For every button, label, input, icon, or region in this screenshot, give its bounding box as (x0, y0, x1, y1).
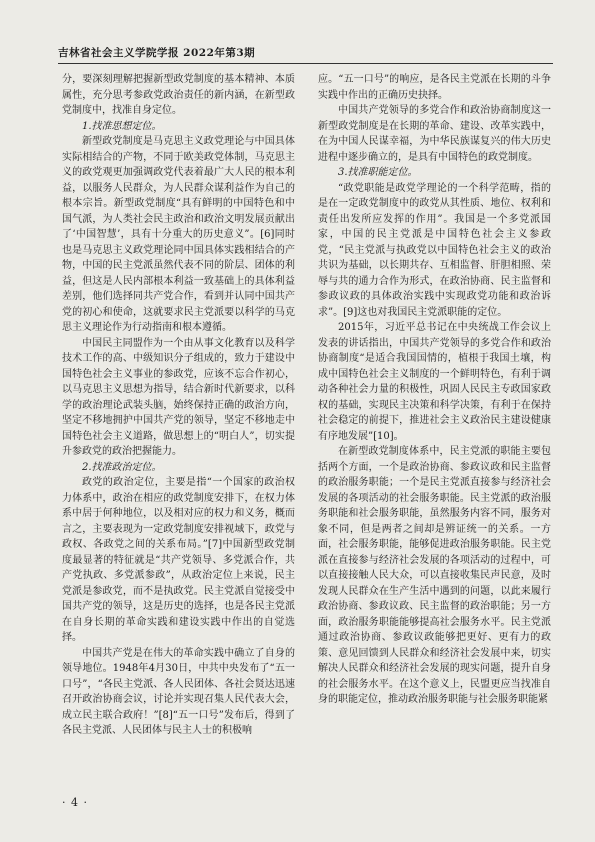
paragraph: 应。“五一口号”的响应，是各民主党派在长期的斗争实践中作出的正确历史抉择。 (318, 74, 551, 101)
section-heading: 3.找准职能定位。 (338, 167, 418, 178)
running-head: 吉林省社会主义学院学报 2022年第3期 (58, 47, 256, 59)
paragraph: 中国民主同盟作为一个由从事文化教育以及科学技术工作的高、中级知识分子组成的，致力于建设中国特色社会主义事业的参政党，应该不忘合作初心，以马克思主义思想为指导，结合新时代新要求，以科学的政治理论武装头脑，始终保持正确的政治方向，坚定不移地拥护中国共产党的领导，坚定不移地走中国特色社会主义道路，做思想上的“明白人”，切实提升参政党的政治把握能力。 (62, 337, 295, 457)
paragraph: 新型政党制度是马克思主义政党理论与中国具体实际相结合的产物，不同于欧美政党体制，马克思主义的政党观更加强调政党代表着最广大人民的根本利益，以服务人民群众，为人民群众谋利益作为自己的根本宗旨。新型政党制度“具有鲜明的中国特色和中国气派，为人类社会民主政治和政治文明发展贡献出了‘中国智慧’，具有十分重大的历史意义”。[6]同时也是马克思主义政党理论同中国具体实践相结合的产物，中国的民主党派虽然代表不同的阶层、团体的利益，但这是人民内部根本利益一致基础上的具体利益差别，他们选择同共产党合作，看到并认同中国共产党的初心和使命，这就要求民主党派要以科学的马克思主义理论作为行动指南和根本遵循。 (62, 136, 295, 333)
page-number: · 4 · (62, 796, 88, 809)
paragraph: 政党的政治定位，主要是指“一个国家的政治权力体系中，政治在相应的政党制度安排下，在权力体系中居于何种地位，以及相对应的权力和义务，概而言之，主要表现为一定政党制度安排视域下，政党与政权、各政党之间的关系布局。”[7]中国新型政党制度最显著的特征就是“共产党领导、多党派合作，共产党执政、多党派参政”，从政治定位上来说，民主党派是参政党，而不是执政党。民主党派自觉接受中国共产党的领导，这是历史的选择，也是各民主党派在自身长期的革命实践和建设实践中作出的自觉选择。 (62, 477, 295, 643)
header-rule (58, 63, 553, 64)
paragraph: 中国共产党领导的多党合作和政治协商制度这一新型政党制度是在长期的革命、建设、改革实践中，在为中国人民谋幸福，为中华民族谋复兴的伟大历史进程中逐步确立的，是具有中国特色的政党制度。 (318, 105, 551, 163)
right-column (318, 72, 551, 802)
left-column (62, 72, 295, 802)
paragraph: 中国共产党是在伟大的革命实践中确立了自身的领导地位。1948年4月30日，中共中央发布了“五一口号”，“各民主党派、各人民团体、各社会贤达迅速召开政治协商会议，讨论并实现召集人民代表大会，成立民主联合政府！”[8]“五一口号”发布后，得到了各民主党派、人民团体与民主人士的积极响 (62, 647, 295, 736)
paragraph: “政党职能是政党学理论的一个科学范畴，指的是在一定政党制度中的政党从其性质、地位、权利和责任出发所应发挥的作用”。我国是一个多党派国家，中国的民主党派是中国特色社会主义参政党，“民主党派与执政党以中国特色社会主义的政治共识为基础，以长期共存、互相监督、肝胆相照、荣辱与共的通力合作为形式，在政治协商、民主监督和参政议政的具体政治实践中实现政党功能和政治诉求”。[9]这也对我国民主党派职能的定位。 (318, 182, 551, 318)
paragraph: 在新型政党制度体系中，民主党派的职能主要包括两个方面，一个是政治协商、参政议政和民主监督的政治服务职能；一个是民主党派直接参与经济社会发展的各项活动的社会服务职能。民主党派的政治服务职能和社会服务职能，虽然服务内容不同，服务对象不同，但是两者之间却是辨证统一的关系。一方面，社会服务职能，能够促进政治服务职能。民主党派在直接参与经济社会发展的各项活动的过程中，可以直接接触人民大众，可以直接收集民声民意，及时发现人民群众在生产生活中遇到的问题，以此来履行政治协商、参政议政、民主监督的政治职能；另一方面，政治服务职能能够提高社会服务水平。民主党派通过政治协商、参政议政能够把更好、更有力的政策、意见回馈到人民群众和经济社会发展中来，切实解决人民群众和经济社会发展的现实问题，提升自身的社会服务水平。在这个意义上，民盟更应当找准自身的职能定位，推动政治服务职能与社会服务职能紧 (318, 446, 551, 705)
section-heading: 2.找准政治定位。 (82, 461, 162, 473)
paragraph: 分，要深刻理解把握新型政党制度的基本精神、本质属性，充分思考参政党政治责任的新内涵，在新型政党制度中，找准自身定位。 (62, 74, 295, 116)
paragraph: 2015年，习近平总书记在中央统战工作会议上发表的讲话指出，中国共产党领导的多党合作和政治协商制度“是适合我国国情的，植根于我国土壤，构成中国特色社会主义制度的一个鲜明特色，有利于调动各种社会力量的积极性，巩固人民民主专政国家政权的基础，实现民主决策和科学决策，有利于在保持社会稳定的前提下，推进社会主义政治民主建设健康有序地发展”[10]。 (318, 322, 551, 442)
section-heading: 1.找准思想定位。 (82, 120, 162, 132)
